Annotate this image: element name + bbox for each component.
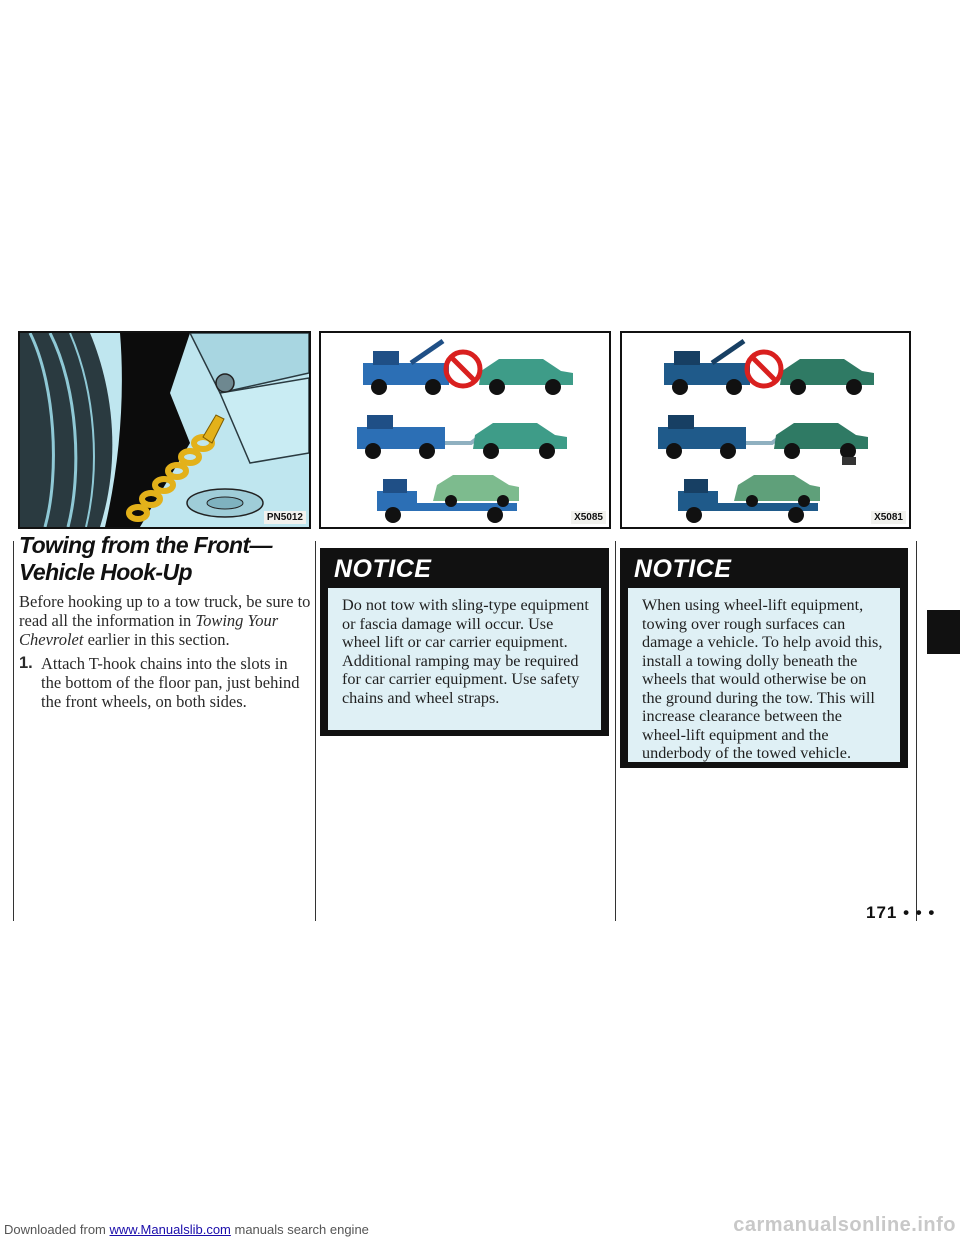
section-title: Towing from the Front— Vehicle Hook-Up <box>19 532 272 585</box>
tow-trucks-drawing <box>321 333 609 527</box>
notice-box-right <box>620 548 908 768</box>
section-body <box>19 592 311 711</box>
tow-trucks-drawing <box>622 333 909 527</box>
column-rule <box>615 541 616 921</box>
chain-hook-illustration <box>18 331 311 529</box>
page-number: 171 • • • <box>866 903 936 922</box>
column-rule <box>13 541 14 921</box>
tow-methods-illustration-left <box>319 331 611 529</box>
notice-text: Do not tow with sling-type equipment or fascia damage will occur. Use wheel lift or car carrier equipment. Additional ramping may be required for car carrier equipment. Use safety chains and wheel straps. <box>328 588 601 730</box>
section-tab-marker <box>927 610 960 654</box>
chain-hook-drawing <box>20 333 309 527</box>
figure-label: PN5012 <box>264 511 306 524</box>
tow-methods-illustration-right <box>620 331 911 529</box>
notice-heading: NOTICE <box>634 555 732 583</box>
notice-text: When using wheel-lift equipment, towing over rough surfaces can damage a vehicle. To help avoid this, install a towing dolly beneath the wheels that would otherwise be on the ground during the tow. This will increase clearance between the wheel-lift equipment and the underbody of the towed vehicle. <box>628 588 900 762</box>
download-footer: Downloaded from www.Manualslib.com manuals search engine <box>4 1222 369 1237</box>
figure-label: X5085 <box>571 511 606 524</box>
figure-label: X5081 <box>871 511 906 524</box>
notice-box-left <box>320 548 609 736</box>
intro-paragraph: Before hooking up to a tow truck, be sure to read all the information in Towing Your Chevrolet earlier in this section. <box>19 592 311 650</box>
step-1: 1. Attach T-hook chains into the slots in the bottom of the floor pan, just behind the front wheels, on both sides. <box>19 653 300 712</box>
column-rule <box>916 541 917 921</box>
notice-heading: NOTICE <box>334 555 432 583</box>
manualslib-link[interactable]: www.Manualslib.com <box>109 1222 231 1237</box>
watermark: carmanualsonline.info <box>733 1214 956 1236</box>
column-rule <box>315 541 316 921</box>
